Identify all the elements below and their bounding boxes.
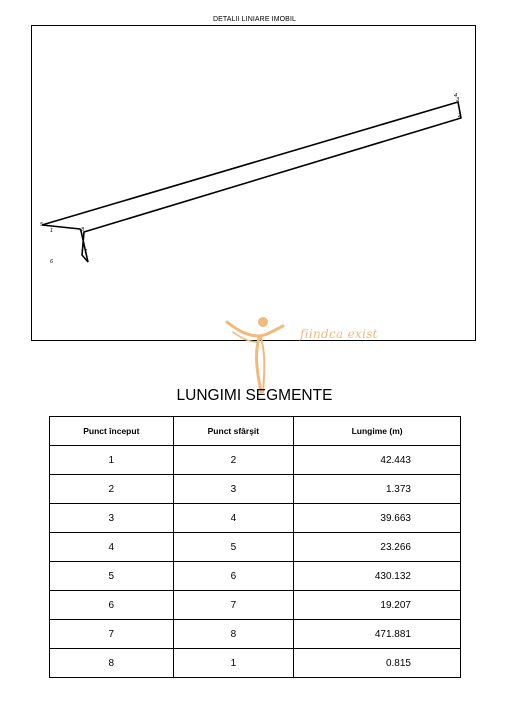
point-label-2: 2 (458, 113, 462, 119)
cell-start-point: 7 (50, 620, 174, 649)
table-header-row (50, 417, 461, 446)
cell-end-point: 6 (173, 562, 294, 591)
cell-length: 471.881 (294, 620, 461, 649)
cell-end-point: 5 (173, 533, 294, 562)
cell-length: 23.266 (294, 533, 461, 562)
cell-length: 430.132 (294, 562, 461, 591)
table-row (50, 649, 461, 678)
segments-heading: LUNGIMI SEGMENTE (176, 387, 333, 404)
point-label-5: 5 (40, 222, 44, 228)
cell-end-point: 2 (173, 446, 294, 475)
column-header-length: Lungime (m) (294, 417, 461, 446)
cell-end-point: 1 (173, 649, 294, 678)
cell-end-point: 8 (173, 620, 294, 649)
table-row (50, 504, 461, 533)
table-row (50, 533, 461, 562)
point-label-7: 7 (84, 249, 88, 255)
cell-length: 1.373 (294, 475, 461, 504)
point-label-4: 4 (454, 93, 458, 99)
cell-start-point: 2 (50, 475, 174, 504)
cell-start-point: 8 (50, 649, 174, 678)
point-label-8: 8 (81, 227, 85, 233)
cell-end-point: 3 (173, 475, 294, 504)
column-header-start: Punct început (50, 417, 174, 446)
plan-drawing (32, 26, 477, 342)
cell-start-point: 3 (50, 504, 174, 533)
cell-start-point: 1 (50, 446, 174, 475)
point-label-3: 3 (456, 97, 460, 103)
table-row (50, 446, 461, 475)
cell-length: 19.207 (294, 591, 461, 620)
column-header-end: Punct sfârşit (173, 417, 294, 446)
point-label-6: 6 (50, 259, 54, 265)
segments-table (49, 416, 461, 678)
table-row (50, 562, 461, 591)
parcel-outline (42, 102, 461, 262)
cell-end-point: 4 (173, 504, 294, 533)
cell-length: 42.443 (294, 446, 461, 475)
table-row (50, 620, 461, 649)
watermark-logo-icon (225, 312, 385, 397)
watermark-text: fiindca exist (300, 327, 378, 341)
cell-end-point: 7 (173, 591, 294, 620)
sheet-title: DETALII LINIARE IMOBIL (213, 16, 296, 23)
table-row (50, 475, 461, 504)
cell-length: 0.815 (294, 649, 461, 678)
cell-length: 39.663 (294, 504, 461, 533)
cell-start-point: 5 (50, 562, 174, 591)
table-row (50, 591, 461, 620)
plan-drawing-frame (31, 25, 476, 341)
cell-start-point: 6 (50, 591, 174, 620)
point-label-1: 1 (50, 228, 54, 234)
cell-start-point: 4 (50, 533, 174, 562)
